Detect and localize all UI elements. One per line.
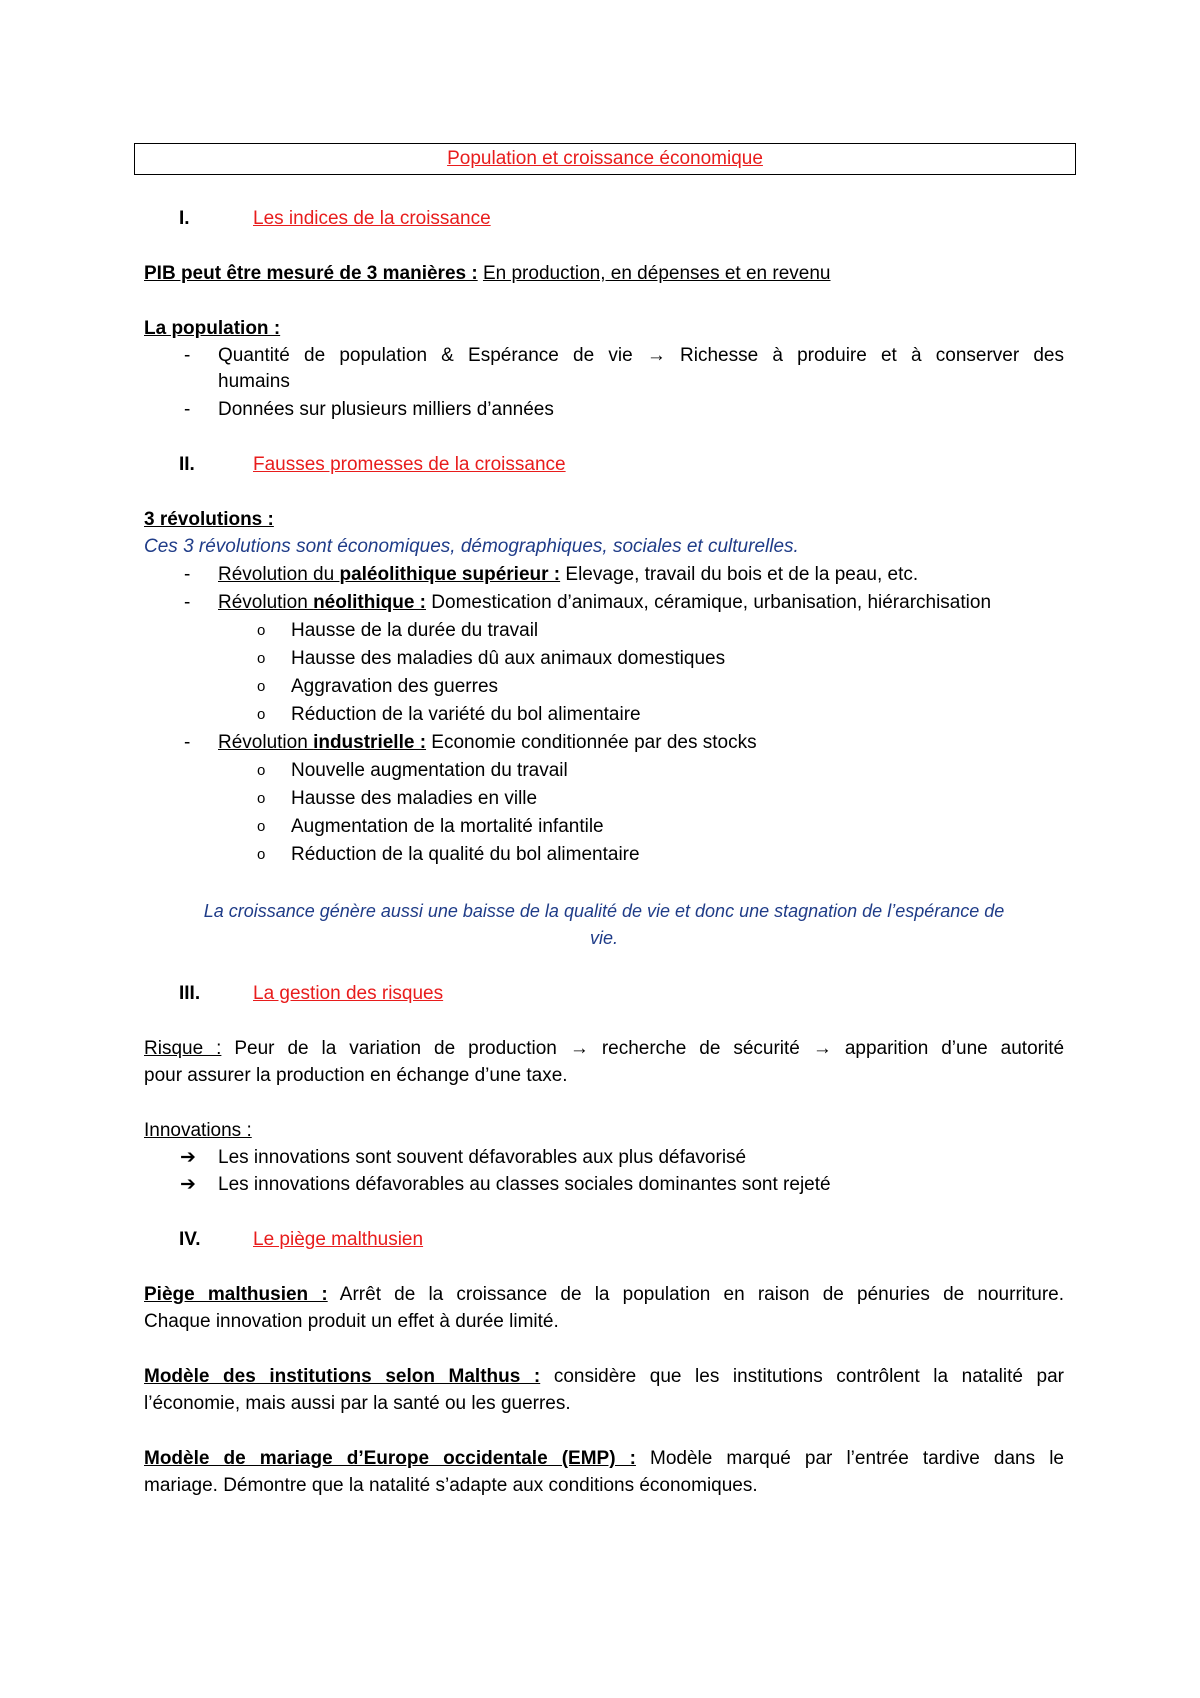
revolution-2-prefix: Révolution: [218, 592, 314, 613]
list-item: Augmentation de la mortalité infantile: [291, 816, 604, 837]
list-item: Hausse des maladies en ville: [291, 788, 538, 809]
revolution-2-name: néolithique :: [313, 592, 426, 613]
section-number: II.: [179, 454, 195, 475]
section-number: IV.: [179, 1229, 201, 1250]
revolution-3-text: Economie conditionnée par des stocks: [426, 732, 757, 753]
revolution-3-prefix: Révolution: [218, 732, 314, 753]
conclusion-line-2: vie.: [589, 928, 618, 948]
revolution-1-prefix: Révolution du: [218, 564, 340, 585]
circle-bullet: o: [257, 762, 266, 779]
risque-text-c: apparition d’une autorité: [844, 1038, 1065, 1059]
piege-line-1: [144, 1282, 1064, 1308]
emp-line-1: [144, 1446, 1064, 1472]
risque-text-a: Peur de la variation de production: [234, 1038, 557, 1059]
revolution-2-text: Domestication d’animaux, céramique, urbanisation, hiérarchisation: [426, 592, 992, 613]
piege-line-2: Chaque innovation produit un effet à durée limité.: [144, 1311, 559, 1332]
list-item: Réduction de la qualité du bol alimentaire: [291, 844, 640, 865]
risque-label: Risque :: [144, 1038, 222, 1059]
circle-bullet: o: [257, 846, 266, 863]
section-heading: Le piège malthusien: [253, 1229, 424, 1250]
population-label: La population :: [144, 318, 281, 339]
modele-label: Modèle des institutions selon Malthus :: [144, 1366, 541, 1387]
innovations-label-line: [144, 1118, 1064, 1144]
circle-bullet: o: [257, 706, 266, 723]
revolutions-intro: Ces 3 révolutions sont économiques, démographiques, sociales et culturelles.: [144, 536, 799, 557]
dash-bullet: -: [184, 732, 191, 753]
circle-bullet: o: [257, 622, 266, 639]
revolution-1-name: paléolithique supérieur :: [339, 564, 561, 585]
revolution-1-text: Elevage, travail du bois et de la peau, etc.: [560, 564, 919, 585]
dash-bullet: -: [184, 564, 191, 585]
list-item: Aggravation des guerres: [291, 676, 499, 697]
dash-bullet: -: [184, 399, 191, 420]
emp-line-2: mariage. Démontre que la natalité s’adapte aux conditions économiques.: [144, 1475, 758, 1496]
population-item-2: Données sur plusieurs milliers d’années: [218, 399, 554, 420]
pib-paragraph: [144, 261, 1064, 287]
circle-bullet: o: [257, 650, 266, 667]
bold-arrow-icon: ➔: [180, 1174, 196, 1195]
conclusion-line-1: La croissance génère aussi une baisse de la qualité de vie et donc une stagnation de l’espérance de: [203, 901, 1005, 921]
list-item: Réduction de la variété du bol alimentaire: [291, 704, 641, 725]
population-item-1-cont: humains: [218, 371, 290, 392]
pib-text: En production, en dépenses et en revenu: [482, 263, 831, 284]
revolution-3-name: industrielle :: [313, 732, 427, 753]
modele-line-1: [144, 1364, 1064, 1390]
circle-bullet: o: [257, 818, 266, 835]
population-label-line: [144, 316, 1064, 342]
title-box: [134, 143, 1076, 175]
revolution-2: [218, 590, 991, 616]
section-number: III.: [179, 983, 201, 1004]
revolution-3: [218, 730, 757, 756]
section-number: I.: [179, 208, 190, 229]
population-item-1: [218, 343, 1064, 369]
emp-label: Modèle de mariage d’Europe occidentale (EMP) :: [144, 1448, 636, 1469]
pib-label: PIB peut être mesuré de 3 manières :: [144, 263, 478, 284]
right-arrow-icon: →: [646, 345, 666, 366]
dash-bullet: -: [184, 345, 191, 366]
innovations-label: Innovations :: [144, 1120, 252, 1141]
population-item-1-text-a: Quantité de population & Espérance de vie: [218, 345, 633, 366]
section-heading: Les indices de la croissance: [253, 208, 491, 229]
document-title: Population et croissance économique: [447, 148, 763, 169]
population-item-1-text-b: Richesse à produire et à conserver des: [680, 345, 1064, 366]
risque-line-1: [144, 1036, 1064, 1062]
list-item: Hausse des maladies dû aux animaux domestiques: [291, 648, 726, 669]
list-item: Hausse de la durée du travail: [291, 620, 539, 641]
modele-line-2: l’économie, mais aussi par la santé ou les guerres.: [144, 1393, 571, 1414]
circle-bullet: o: [257, 678, 266, 695]
piege-text-1: Arrêt de la croissance de la population en raison de pénuries de nourriture.: [339, 1284, 1065, 1305]
section-heading: La gestion des risques: [253, 983, 444, 1004]
risque-line-2: pour assurer la production en échange d’une taxe.: [144, 1065, 568, 1086]
piege-label: Piège malthusien :: [144, 1284, 328, 1305]
innovation-item: Les innovations sont souvent défavorables aux plus défavorisé: [218, 1147, 747, 1168]
circle-bullet: o: [257, 790, 266, 807]
modele-text-1: considère que les institutions contrôlent la natalité par: [553, 1366, 1064, 1387]
dash-bullet: -: [184, 592, 191, 613]
risque-text-b: recherche de sécurité: [601, 1038, 800, 1059]
right-arrow-icon: →: [812, 1038, 832, 1059]
right-arrow-icon: →: [569, 1038, 589, 1059]
section-heading: Fausses promesses de la croissance: [253, 454, 566, 475]
revolution-1: [218, 562, 918, 588]
revolutions-label-line: [144, 507, 1064, 533]
innovation-item: Les innovations défavorables au classes sociales dominantes sont rejeté: [218, 1174, 831, 1195]
emp-text-1: Modèle marqué par l’entrée tardive dans le: [650, 1448, 1064, 1469]
bold-arrow-icon: ➔: [180, 1147, 196, 1168]
list-item: Nouvelle augmentation du travail: [291, 760, 568, 781]
revolutions-label: 3 révolutions :: [144, 509, 274, 530]
